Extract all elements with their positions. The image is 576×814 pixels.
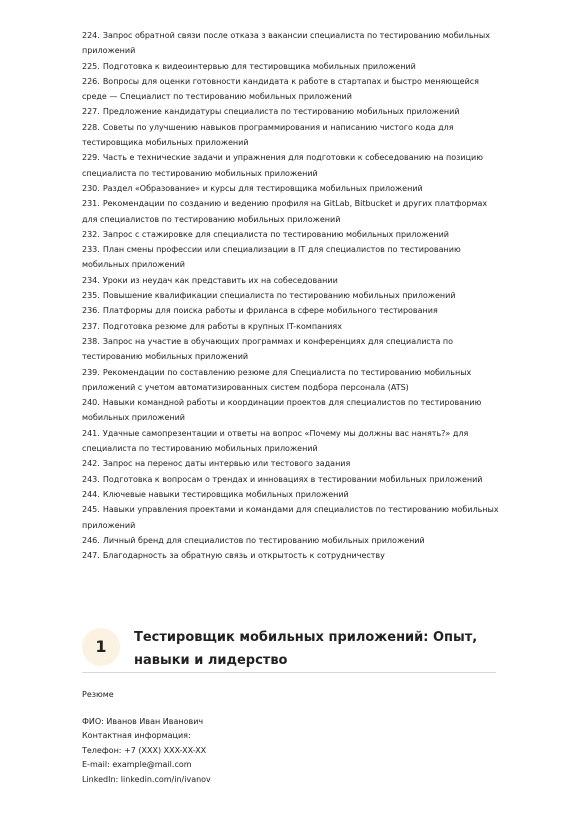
toc-item-text: Личный бренд для специалистов по тестированию мобильных приложений	[102, 535, 425, 545]
toc-item	[82, 303, 502, 318]
toc-item	[82, 74, 502, 105]
toc-item-text: Рекомендации по составлению резюме для Специалиста по тестированию мобильных приложений с учетом автоматизированных систем подбора персонала (ATS)	[82, 367, 472, 392]
toc-item-text: Советы по улучшению навыков программирования и написанию чистого кода для тестировщика мобильных приложений	[82, 122, 454, 148]
table-of-contents	[82, 28, 502, 563]
toc-item	[82, 533, 502, 548]
toc-item-number: 229.	[82, 153, 100, 163]
toc-item-number: 233.	[82, 245, 100, 255]
toc-item	[82, 365, 502, 396]
toc-item-text: Подготовка к вопросам о трендах и инновациях в тестировании мобильных приложений	[102, 474, 483, 484]
toc-item-text: Запрос обратной связи после отказа з вакансии специалиста по тестированию мобильных приложений	[82, 31, 490, 56]
toc-item-number: 242.	[82, 459, 100, 469]
toc-item-number: 245.	[82, 505, 100, 515]
toc-item-number: 239.	[82, 367, 100, 377]
toc-item-number: 230.	[82, 183, 100, 193]
toc-item-text: Запрос с стажировке для специалиста по тестированию мобильных приложений	[102, 229, 449, 239]
toc-item-text: План смены профессии или специализации в IT для специалистов по тестированию мобильных приложений	[82, 245, 461, 270]
toc-item-text: Повышение квалификации специалиста по тестированию мобильных приложений	[102, 291, 456, 301]
toc-item-text: Навыки командной работы и координации проектов для специалистов по тестированию мобильных приложений	[82, 398, 482, 423]
toc-item-number: 238.	[82, 336, 100, 346]
toc-item	[82, 196, 502, 227]
toc-item-text: Запрос на участие в обучающих программах и конференциях для специалиста по тестированию мобильных приложений	[82, 336, 454, 362]
toc-item-number: 231.	[82, 199, 100, 209]
toc-item-number: 243.	[82, 474, 100, 484]
toc-item-text: Подготовка резюме для работы в крупных IT-компаниях	[102, 321, 342, 331]
toc-item-text: Подготовка к видеоинтервью для тестировщика мобильных приложений	[102, 61, 416, 71]
contact-line: ФИО: Иванов Иван Иванович	[82, 717, 204, 726]
toc-item-text: Рекомендации по созданию и ведению профиля на GitLab, Bitbucket и других платформах для специалистов по тестированию мобильных приложений	[82, 199, 488, 224]
toc-item-number: 234.	[82, 275, 100, 285]
contact-block	[82, 715, 211, 787]
toc-item	[82, 288, 502, 303]
toc-item	[82, 242, 502, 273]
toc-item-number: 224.	[82, 31, 100, 40]
toc-item-text: Предложение кандидатуры специалиста по тестированию мобильных приложений	[102, 107, 460, 117]
toc-item-number: 227.	[82, 107, 100, 117]
toc-item-number: 244.	[82, 489, 100, 499]
toc-item-number: 241.	[82, 428, 100, 438]
toc-item-text: Вопросы для оценки готовности кандидата к работе в стартапах и быстро меняющейся среде — Специалист по тестированию мобильных приложений	[82, 76, 479, 102]
contact-line: E-mail: example@mail.com	[82, 760, 192, 770]
toc-item-number: 240.	[82, 398, 100, 408]
toc-item-text: Запрос на перенос даты интервью или тестового задания	[102, 459, 351, 469]
toc-item-number: 246.	[82, 535, 100, 545]
chapter-number-badge: 1	[82, 628, 120, 666]
toc-item	[82, 59, 502, 74]
toc-item-text: Ключевые навыки тестировщика мобильных приложений	[102, 489, 349, 499]
toc-item	[82, 472, 502, 487]
toc-item-text: Удачные самопрезентации и ответы на вопрос «Почему мы должны вас нанять?» для специалиста по тестированию мобильных приложений	[82, 428, 469, 454]
toc-item-number: 225.	[82, 61, 100, 71]
toc-item	[82, 426, 502, 457]
toc-item	[82, 181, 502, 196]
toc-item	[82, 395, 502, 426]
toc-item	[82, 227, 502, 242]
toc-item-text: Раздел «Образование» и курсы для тестировщика мобильных приложений	[102, 183, 423, 193]
toc-item-number: 236.	[82, 306, 100, 316]
toc-item-text: Навыки управления проектами и командами для специалистов по тестированию мобильных приложений	[82, 505, 499, 530]
toc-item	[82, 319, 502, 334]
contact-line: Контактная информация:	[82, 731, 191, 741]
toc-item-text: Часть е технические задачи и упражнения для подготовки к собеседованию на позицию специалиста по тестированию мобильных приложений	[82, 153, 483, 178]
chapter-title: Тестировщик мобильных приложений: Опыт, навыки и лидерство	[134, 630, 478, 668]
contact-line: LinkedIn: linkedin.com/in/ivanov	[82, 774, 211, 784]
toc-item	[82, 548, 502, 563]
contact-line: Телефон: +7 (XXX) XXX-XX-XX	[82, 745, 207, 755]
toc-item	[82, 28, 502, 59]
toc-item-number: 235.	[82, 291, 100, 301]
toc-item	[82, 334, 502, 365]
toc-item	[82, 502, 502, 533]
toc-item-number: 228.	[82, 122, 100, 132]
toc-item-text: Уроки из неудач как представить их на собеседовании	[102, 275, 338, 285]
toc-item	[82, 120, 502, 151]
divider	[82, 672, 496, 673]
toc-item-number: 226.	[82, 76, 100, 86]
section-label: Резюме	[82, 690, 114, 699]
toc-item-number: 247.	[82, 551, 100, 561]
toc-item	[82, 487, 502, 502]
toc-item-number: 237.	[82, 321, 100, 331]
toc-item	[82, 273, 502, 288]
toc-item	[82, 456, 502, 471]
toc-item-text: Благодарность за обратную связь и открытость к сотрудничеству	[102, 551, 385, 561]
toc-item-text: Платформы для поиска работы и фриланса в сфере мобильного тестирования	[102, 306, 438, 316]
toc-item	[82, 150, 502, 181]
toc-item	[82, 104, 502, 119]
toc-item-number: 232.	[82, 229, 100, 239]
